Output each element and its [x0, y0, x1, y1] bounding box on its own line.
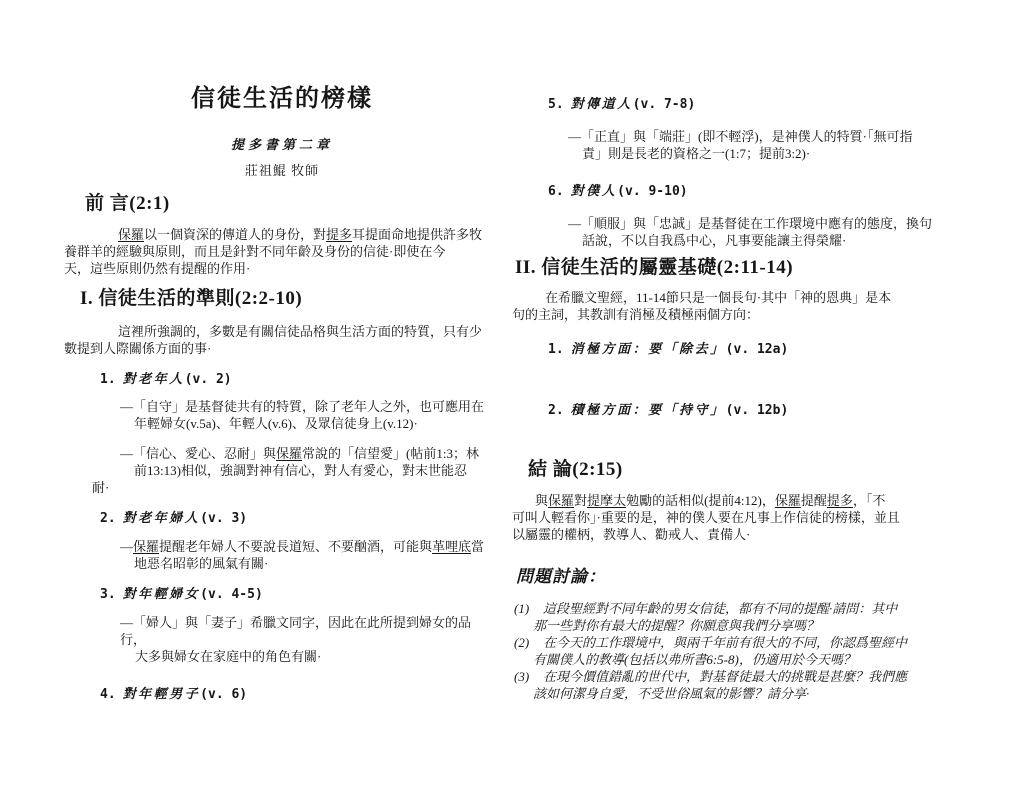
text-line: 句的主詞，其教訓有消極及積極兩個方向：: [512, 307, 760, 322]
left-column: [64, 84, 500, 703]
item-number: 4.: [100, 687, 116, 702]
item3-paragraph: [64, 614, 500, 665]
discussion-heading: 問題討論：: [516, 567, 606, 586]
verse-ref: (v. 6): [200, 687, 248, 702]
item6-paragraph: [512, 215, 990, 249]
section2-paragraph: [512, 289, 990, 323]
conclusion-heading: 結 論(2:15): [528, 459, 623, 480]
discussion-question-1: [512, 600, 990, 634]
item-title: 積極方面：要「持守」: [570, 402, 726, 417]
question-text: [512, 634, 990, 668]
spiritual-item-2: [548, 402, 990, 419]
text-line: 地惡名昭彰的風氣有關·: [134, 556, 269, 571]
item-number: 6.: [548, 184, 564, 199]
verse-ref: (v. 12a): [725, 342, 789, 357]
text-line: 養群羊的經驗與原則，而且是針對不同年齡及身份的信徒·即使在今: [64, 244, 446, 259]
item-title: 消極方面：要「除去」: [570, 341, 726, 356]
verse-ref: (v. 9-10): [617, 184, 688, 199]
text-line: 可叫人輕看你」·重要的是，神的僕人要在凡事上作信徒的榜樣，並且: [512, 510, 900, 525]
item-title: 對僕人: [570, 183, 618, 198]
text-line: 前13:13)相似，強調對神有信心，對人有愛心，對末世能忍: [134, 463, 467, 478]
section1-heading: I. 信徒生活的準則(2:2-10): [80, 288, 303, 309]
item-heading-2: [100, 510, 500, 527]
item1-paragraph-1: [64, 398, 500, 432]
text-line: 年輕婦女(v.5a)、年輕人(v.6)、及眾信徒身上(v.12)·: [134, 416, 418, 431]
item1-paragraph-2: [64, 445, 500, 496]
conclusion-paragraph: [512, 492, 990, 543]
text-line: —「信心、愛心、忍耐」與保羅常說的「信望愛」(帖前1:3；林: [120, 446, 479, 461]
text-line: 行，: [120, 632, 147, 647]
item-number: 2.: [548, 403, 564, 418]
verse-ref: (v. 7-8): [632, 97, 696, 112]
item-title: 對老年人: [122, 371, 185, 386]
question-number: (3): [514, 669, 530, 684]
text-line: 在今天的工作環境中，與兩千年前有很大的不同，你認爲聖經中: [543, 635, 908, 650]
text-line: 那一些對你有最大的提醒？你願意與我們分享嗎？: [533, 618, 820, 633]
text-line: 保羅以一個資深的傳道人的身份，對提多耳提面命地提供許多牧: [118, 227, 483, 242]
item-heading-3: [100, 586, 500, 603]
question-text: [512, 668, 990, 702]
item-title: 對老年婦人: [122, 510, 201, 525]
item-title: 對傳道人: [570, 96, 633, 111]
text-line: —保羅提醒老年婦人不要說長道短、不要酗酒，可能與革哩底當: [120, 539, 485, 554]
text-line: 該如何潔身自愛，不受世俗風氣的影響？請分享·: [533, 686, 810, 701]
text-line: 責」則是長老的資格之一(1:7；提前3:2)·: [582, 146, 811, 161]
question-number: (2): [514, 635, 530, 650]
verse-ref: (v. 3): [200, 511, 248, 526]
item-heading-4: [100, 686, 500, 703]
item-number: 1.: [548, 342, 564, 357]
verse-ref: (v. 2): [184, 372, 232, 387]
item5-paragraph: [512, 128, 990, 162]
right-column: [512, 96, 990, 702]
text-line: 大多與婦女在家庭中的角色有關·: [135, 649, 322, 664]
item-number: 1.: [100, 372, 116, 387]
item-title: 對年輕男子: [122, 686, 201, 701]
text-line: 與保羅對提摩太勉勵的話相似(提前4:12)，保羅提醒提多，「不: [535, 493, 886, 508]
item-heading-6: [548, 183, 990, 200]
section1-paragraph: [64, 323, 500, 357]
item-number: 3.: [100, 587, 116, 602]
item-heading-1: [100, 371, 500, 388]
item-number: 5.: [548, 97, 564, 112]
item-title: 對年輕婦女: [122, 586, 201, 601]
spiritual-item-1: [548, 341, 990, 358]
intro-heading: 前 言(2:1): [85, 193, 170, 214]
question-number: (1): [514, 601, 530, 616]
verse-ref: (v. 4-5): [200, 587, 263, 602]
text-line: —「自守」是基督徒共有的特質，除了老年人之外，也可應用在: [120, 399, 485, 414]
text-line: 話說，不以自我爲中心，凡事要能讓主得榮耀·: [582, 233, 847, 248]
question-text: [512, 600, 990, 634]
text-line: 耐·: [92, 480, 110, 495]
item-number: 2.: [100, 511, 116, 526]
text-line: 在希臘文聖經，11-14節只是一個長句·其中「神的恩典」是本: [545, 290, 892, 305]
item-heading-5: [548, 96, 990, 113]
discussion-questions: [512, 600, 990, 702]
page-title: 信徒生活的榜樣: [191, 86, 373, 112]
text-line: 在現今價值錯亂的世代中，對基督徒最大的挑戰是甚麼？我們應: [543, 669, 908, 684]
text-line: —「正直」與「端莊」(即不輕浮)，是神僕人的特質·「無可指: [568, 129, 913, 144]
text-line: 這裡所強調的，多數是有關信徒品格與生活方面的特質，只有少: [118, 324, 483, 339]
text-line: 以屬靈的權柄，教導人、勸戒人、責備人·: [512, 527, 751, 542]
text-line: —「婦人」與「妻子」希臘文同字，因此在此所提到婦女的品: [120, 615, 472, 630]
text-line: 數提到人際關係方面的事·: [64, 341, 212, 356]
intro-paragraph: [64, 226, 500, 277]
text-line: —「順服」與「忠誠」是基督徒在工作環境中應有的態度，換句: [568, 216, 933, 231]
section2-heading: II. 信徒生活的屬靈基礎(2:11-14): [515, 257, 794, 278]
author-line: 莊祖鯤 牧師: [244, 163, 320, 178]
discussion-question-3: [512, 668, 990, 702]
item2-paragraph: [64, 538, 500, 572]
subtitle: 提多書第二章: [230, 137, 333, 152]
verse-ref: (v. 12b): [725, 403, 789, 418]
discussion-question-2: [512, 634, 990, 668]
text-line: 天，這些原則仍然有提醒的作用·: [64, 261, 251, 276]
text-line: 有關僕人的教導(包括以弗所書6:5-8)，仍適用於今天嗎？: [533, 652, 856, 667]
text-line: 這段聖經對不同年齡的男女信徒，都有不同的提醒·請問：其中: [543, 601, 898, 616]
